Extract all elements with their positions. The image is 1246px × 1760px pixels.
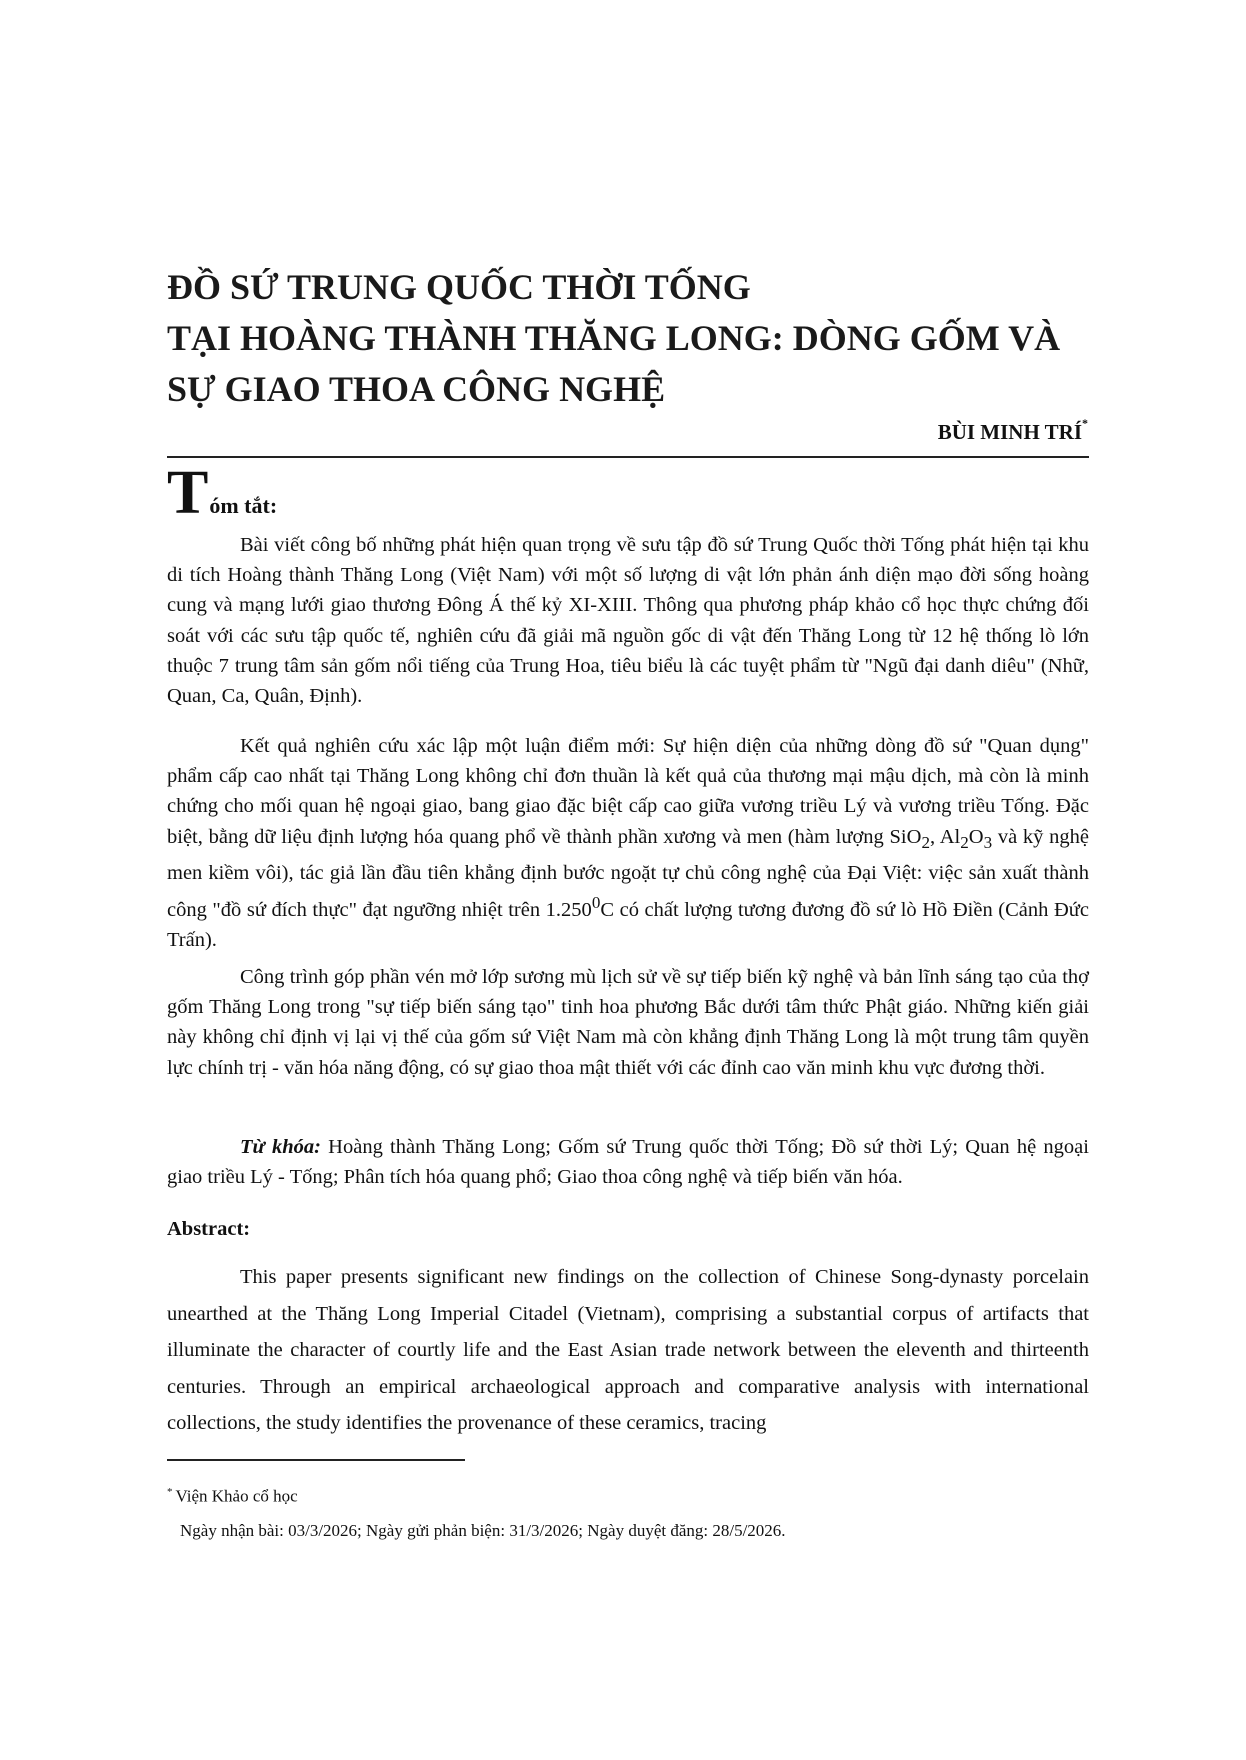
vi-abstract-heading-text: óm tắt: [209,493,278,518]
footnote-divider [167,1459,465,1461]
title-line-1: ĐỒ SỨ TRUNG QUỐC THỜI TỐNG [167,267,751,307]
en-abstract-paragraph-1: This paper presents significant new findings on the collection of Chinese Song-dynasty porcelain unearthed at the Thăng Long Imperial Citadel (Vietnam), comprising a substantial corpus of artifacts that illuminate the character of courtly life and the East Asian trade network between the eleventh and thirteenth centuries. Through an empirical archaeological approach and comparative analysis with international collections, the study identifies the provenance of these ceramics, tracing [167,1266,1089,1434]
author-footnote-mark: * [1082,416,1088,430]
footnote-affiliation: * Viện Khảo cổ học [167,1486,298,1506]
keywords-text: Hoàng thành Thăng Long; Gốm sứ Trung quốc thời Tống; Đồ sứ thời Lý; Quan hệ ngoại giao triều Lý - Tống; Phân tích hóa quang phổ; Giao thoa công nghệ và tiếp biến văn hóa. [167,1136,1089,1189]
vi-keywords [167,1132,1089,1192]
vi-abstract-paragraph-2: Kết quả nghiên cứu xác lập một luận điểm mới: Sự hiện diện của những dòng đồ sứ "Quan dụng" phẩm cấp cao nhất tại Thăng Long không chỉ đơn thuần là kết quả của thương mại mậu dịch, mà còn là minh chứng cho mối quan hệ ngoại giao, bang giao đặc biệt cấp cao giữa vương triều Lý và vương triều Tống. Đặc biệt, bằng dữ liệu định lượng hóa quang phổ về thành phần xương và men (hàm lượng SiO$_2$, $Al_2O_3$ và kỹ nghệ men kiềm vôi), tác giả lần đầu tiên khẳng định bước ngoặt tự chủ công nghệ của Đại Việt: việc sản xuất thành công "đồ sứ đích thực" đạt ngưỡng nhiệt trên 1.250$^0$C có chất lượng tương đương đồ sứ lò Hồ Điền (Cảnh Đức Trấn). [167,735,1089,952]
title-line-2: TẠI HOÀNG THÀNH THĂNG LONG: DÒNG GỐM VÀ [167,318,1061,358]
drop-cap: T [167,459,209,527]
author-name: BÙI MINH TRÍ [937,420,1082,444]
keywords-label: Từ khóa: [240,1136,321,1158]
footnote-dates: Ngày nhận bài: 03/3/2026; Ngày gửi phản biện: 31/3/2026; Ngày duyệt đăng: 28/5/2026. [180,1521,786,1540]
paper-title [167,262,1087,415]
vi-abstract-heading [167,459,278,527]
author-byline [937,416,1088,445]
vi-abstract-paragraph-1: Bài viết công bố những phát hiện quan trọng về sưu tập đồ sứ Trung Quốc thời Tống phát hiện tại khu di tích Hoàng thành Thăng Long (Việt Nam) với một số lượng di vật lớn phản ánh diện mạo đời sống hoàng cung và mạng lưới giao thương Đông Á thế kỷ XI-XIII. Thông qua phương pháp khảo cổ học thực chứng đối soát với các sưu tập quốc tế, nghiên cứu đã giải mã nguồn gốc di vật đến Thăng Long từ 12 hệ thống lò lớn thuộc 7 trung tâm sản gốm nổi tiếng của Trung Hoa, tiêu biểu là các tuyệt phẩm từ "Ngũ đại danh diêu" (Nhữ, Quan, Ca, Quân, Định). [167,534,1089,708]
en-abstract-heading: Abstract: [167,1218,251,1240]
header-divider [167,456,1089,458]
title-line-3: SỰ GIAO THOA CÔNG NGHỆ [167,369,666,409]
footnote-mark: * [167,1486,173,1498]
vi-abstract-paragraph-3: Công trình góp phần vén mở lớp sương mù lịch sử về sự tiếp biến kỹ nghệ và bản lĩnh sáng tạo của thợ gốm Thăng Long trong "sự tiếp biến sáng tạo" tinh hoa phương Bắc dưới tâm thức Phật giáo. Những kiến giải này không chỉ định vị lại vị thế của gốm sứ Việt Nam mà còn khẳng định Thăng Long là một trung tâm quyền lực chính trị - văn hóa năng động, có sự giao thoa mật thiết với các đỉnh cao văn minh khu vực đương thời. [167,966,1089,1079]
